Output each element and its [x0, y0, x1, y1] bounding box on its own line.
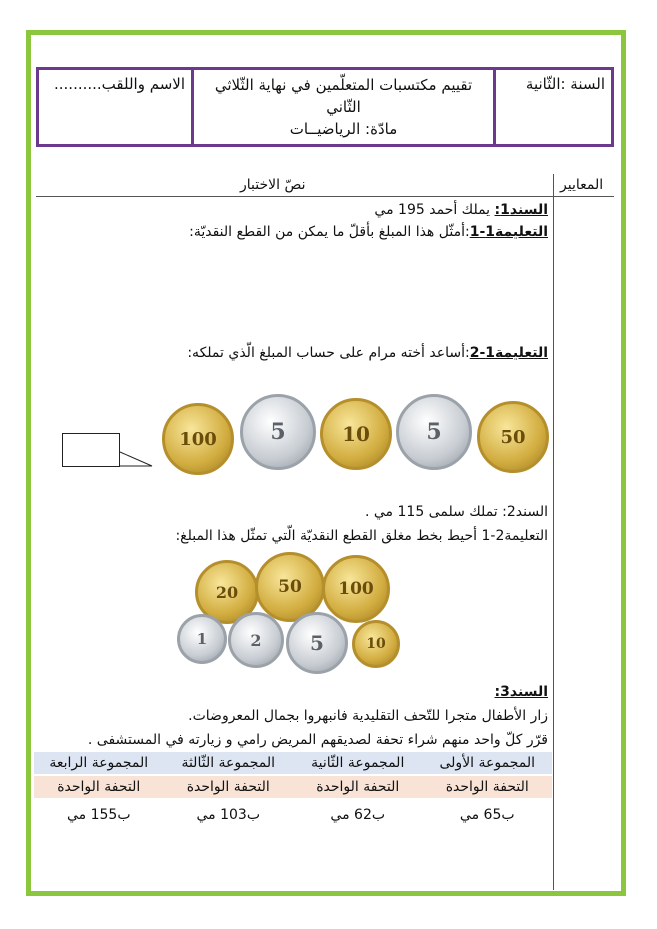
task1-label: التعليمة1-1 — [469, 224, 548, 240]
answer-callout-box[interactable] — [62, 433, 120, 467]
section3-label-text: السند3: — [494, 684, 548, 700]
section2-support: السند2: تملك سلمى 115 مي . — [364, 504, 548, 520]
table-cell: ب65 مي — [459, 807, 515, 823]
section1-task1 — [189, 224, 548, 240]
coin-5-c: 5 — [286, 612, 348, 674]
coin-50-b: 50 — [255, 552, 325, 622]
table-cell: ب62 مي — [330, 807, 386, 823]
table-cell: التحفة الواحدة — [57, 779, 141, 795]
table-cell: التحفة الواحدة — [445, 779, 529, 795]
section1-support — [374, 202, 548, 218]
section3-label — [495, 684, 548, 700]
coin-1: 1 — [177, 614, 227, 664]
section1-text: يملك أحمد 195 مي — [374, 202, 495, 218]
table-cell: التحفة الواحدة — [186, 779, 270, 795]
table-row-items — [34, 776, 552, 798]
header-row-divider — [36, 196, 614, 197]
task2-text: :أساعد أخته مرام على حساب المبلغ الّذي تملكه: — [187, 345, 470, 361]
task2-label: التعليمة1-2 — [469, 345, 548, 361]
coin-100-a: 100 — [162, 403, 234, 475]
coin-100-b: 100 — [322, 555, 390, 623]
table-cell: المجموعة الأولى — [439, 755, 535, 771]
task1-text: :أمثّل هذا المبلغ بأقلّ ما يمكن من القطع النقديّة: — [189, 224, 470, 240]
section1-label: السند1: — [494, 202, 548, 218]
coin-50-a: 50 — [477, 401, 549, 473]
coin-5-b: 5 — [396, 394, 472, 470]
table-cell: المجموعة الثّانية — [311, 755, 405, 771]
header-title-line2: الثّاني — [326, 98, 361, 116]
table-cell: ب103 مي — [196, 807, 261, 823]
coin-20: 20 — [195, 560, 259, 624]
header-title — [191, 70, 493, 144]
section1-task2 — [187, 345, 548, 361]
section3-line2: قرّر كلّ واحد منهم شراء تحفة لصديقهم المريض رامي و زيارته في المستشفى . — [87, 732, 548, 748]
section2-task: التعليمة2-1 أحيط بخط مغلق القطع النقديّة الّتي تمثّل هذا المبلغ: — [175, 528, 548, 544]
table-row-prices — [34, 804, 552, 826]
header-year: السنة :الثّانية — [493, 70, 611, 144]
header-name-field: الاسم واللقب.......... — [54, 75, 185, 93]
table-cell: المجموعة الثّالثة — [181, 755, 276, 771]
coin-10-a: 10 — [320, 398, 392, 470]
header-subject: مادّة: الرياضيــات — [289, 120, 398, 138]
coin-10-b: 10 — [352, 620, 400, 668]
criteria-column-title: المعايير — [560, 177, 604, 193]
table-cell: المجموعة الرابعة — [49, 755, 149, 771]
table-cell: التحفة الواحدة — [316, 779, 400, 795]
header-title-line1: تقييم مكتسبات المتعلّمين في نهاية الثّلاثي — [214, 76, 473, 94]
callout-pointer — [118, 450, 158, 474]
section3-line1: زار الأطفال متجرا للتّحف التقليدية فانبهروا بجمال المعروضات. — [188, 708, 548, 724]
table-row-groups — [34, 752, 552, 774]
header-box — [36, 67, 614, 147]
coin-5-a: 5 — [240, 394, 316, 470]
table-cell: ب155 مي — [66, 807, 131, 823]
coin-2: 2 — [228, 612, 284, 668]
column-divider — [553, 174, 554, 890]
test-text-column-title: نصّ الاختبار — [240, 177, 306, 193]
